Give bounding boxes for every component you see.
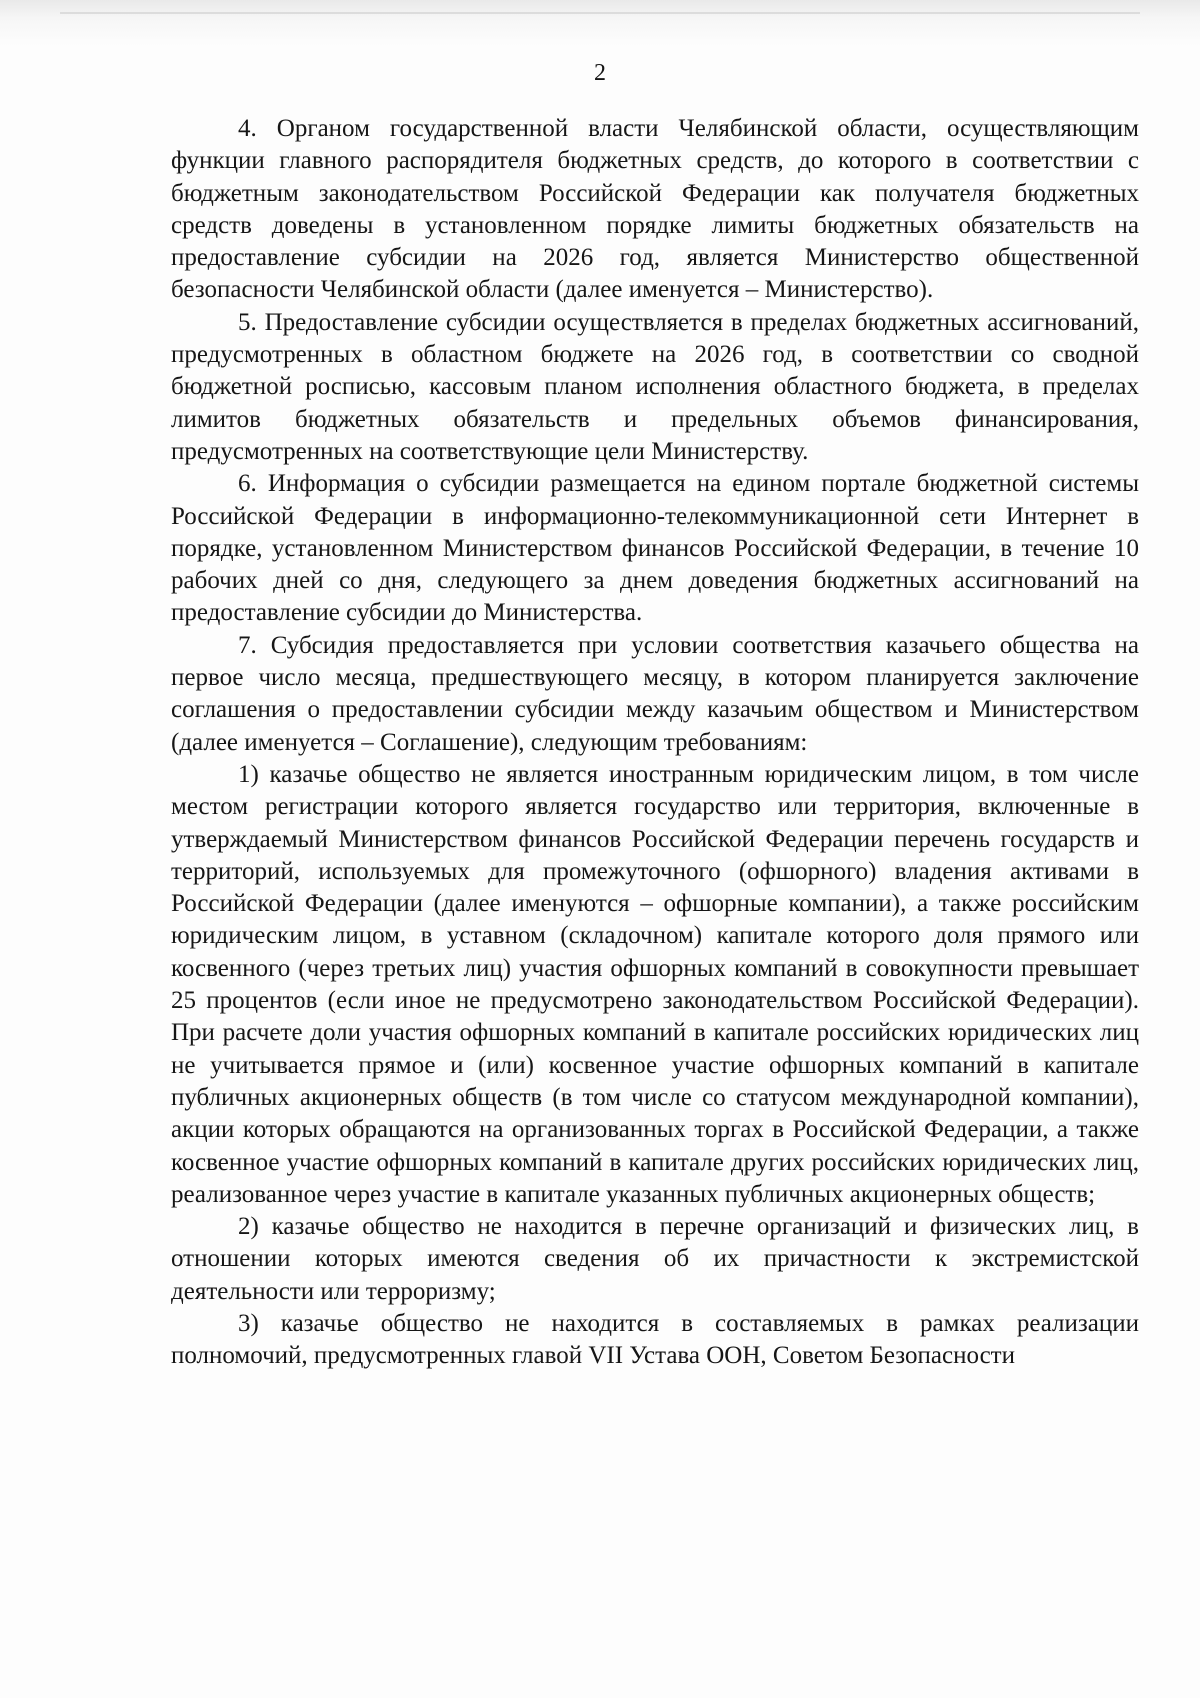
paragraph-item-4: 4. Органом государственной власти Челябинской области, осуществляющим функции главного распорядителя бюджетных средств, до которого в соответствии с бюджетным законодательством Российской Федерации как получателя бюджетных средств доведены в установленном порядке лимиты бюджетных обязательств на предоставление субсидии на 2026 год, является Министерство общественной безопасности Челябинской области (далее именуется – Министерство). <box>171 115 1139 304</box>
paragraph-item-6: 6. Информация о субсидии размещается на едином портале бюджетной системы Российской Федерации в информационно-телекоммуникационной сети Интернет в порядке, установленном Министерством финансов Российской Федерации, в течение 10 рабочих дней со дня, следующего за днем доведения бюджетных ассигнований на предоставление субсидии до Министерства. <box>171 470 1139 627</box>
scan-top-edge <box>0 0 1200 46</box>
requirement-1: 1) казачье общество не является иностранным юридическим лицом, в том числе местом регистрации которого является государство или территория, включенные в утверждаемый Министерством финансов Российской Федерации перечень государств и территорий, используемых для промежуточного (офшорного) владения активами в Российской Федерации (далее именуются – офшорные компании), а также российским юридическим лицом, в уставном (складочном) капитале которого доля прямого или косвенного (через третьих лиц) участия офшорных компаний в совокупности превышает 25 процентов (если иное не предусмотрено законодательством Российской Федерации). При расчете доли участия офшорных компаний в капитале российских юридических лиц не учитывается прямое и (или) косвенное участие офшорных компаний в капитале публичных акционерных обществ (в том числе со статусом международной компании), акции которых обращаются на организованных торгах в Российской Федерации, а также косвенное участие офшорных компаний в капитале других российских юридических лиц, реализованное через участие в капитале указанных публичных акционерных обществ; <box>171 760 1139 1208</box>
scan-artifact-line <box>60 12 1140 14</box>
requirement-3: 3) казачье общество не находится в составляемых в рамках реализации полномочий, предусмотренных главой VII Устава ООН, Советом Безопасности <box>171 1309 1139 1370</box>
document-body <box>171 113 1139 1373</box>
page-number: 2 <box>594 60 606 86</box>
paragraph-item-7: 7. Субсидия предоставляется при условии соответствия казачьего общества на первое число месяца, предшествующего месяцу, в котором планируется заключение соглашения о предоставлении субсидии между казачьим обществом и Министерством (далее именуется – Соглашение), следующим требованиям: <box>171 631 1139 756</box>
requirement-2: 2) казачье общество не находится в перечне организаций и физических лиц, в отношении которых имеются сведения об их причастности к экстремистской деятельности или терроризму; <box>171 1213 1139 1305</box>
paragraph-item-5: 5. Предоставление субсидии осуществляется в пределах бюджетных ассигнований, предусмотренных в областном бюджете на 2026 год, в соответствии со сводной бюджетной росписью, кассовым планом исполнения областного бюджета, в пределах лимитов бюджетных обязательств и предельных объемов финансирования, предусмотренных на соответствующие цели Министерству. <box>171 308 1139 465</box>
